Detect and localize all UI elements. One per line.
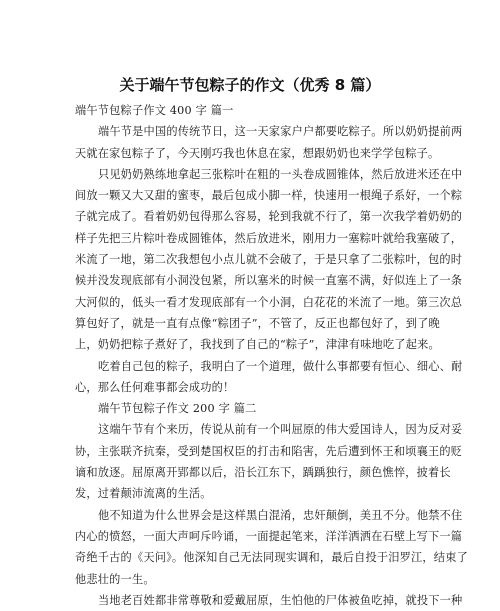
text-line: 这端午节有个来历，传说从前有一个叫屈原的伟大爱国诗人，因为反对妥 — [98, 423, 463, 437]
text-line: 候并没发现底部有小洞没包紧，所以塞米的时候一直塞不满，好似连上了一条 — [75, 274, 463, 288]
text-line: 上，奶奶把粽子煮好了，我找到了自己的“粽子”，津津有味地吃了起来。 — [75, 338, 440, 352]
text-line: 他悲壮的一生。 — [75, 572, 155, 586]
text-line: 算包好了，就是一直有点像“粽团子”，不管了，反正也都包好了，到了晚 — [75, 316, 440, 330]
text-line: 端午节包粽子作文 200 字 篇二 — [98, 402, 257, 416]
text-line: 大河似的，低头一看才发现底部有一个小洞，白花花的米流了一地。第三次总 — [75, 295, 463, 309]
text-line: 内心的愤怒，一面大声呵斥吟诵，一面提起笔来，洋洋洒洒在石壁上写下一篇 — [75, 529, 463, 543]
document-body — [75, 100, 468, 611]
text-line: 子就完成了。看着奶奶包得那么容易，轮到我就不行了，第一次我学着奶奶的 — [75, 210, 463, 224]
text-line: 端午节包粽子作文 400 字 篇一 — [75, 104, 234, 117]
text-line: 奇绝千古的《天问》。他深知自己无法同现实调和，最后自投于汨罗江，结束了 — [75, 551, 468, 565]
text-line: 当地老百姓都非常尊敬和爱戴屈原，生怕他的尸体被鱼吃掉，就投下一种 — [98, 593, 463, 607]
text-line: 协，主张联齐抗秦，受到楚国权臣的打击和陷害，先后遭到怀王和顷襄王的贬 — [75, 444, 463, 458]
text-line: 吃着自己包的粽子，我明白了一个道理，做什么事都要有恒心、细心、耐 — [98, 359, 463, 373]
text-line: 样子先把三片粽叶卷成圆锥体，然后放进米，刚用力一塞粽叶就给我塞破了， — [75, 231, 463, 245]
text-line: 端午节是中国的传统节日，这一天家家户户都要吃粽子。所以奶奶提前两 — [98, 125, 463, 139]
text-line: 天就在家包粽子了，今天刚巧我也休息在家，想跟奶奶也来学学包粽子。 — [75, 146, 440, 160]
text-line: 只见奶奶熟练地拿起三张粽叶在粗的一头卷成圆锥体，然后放进米还在中 — [98, 167, 463, 181]
text-line: 谪和放逐。屈原离开郢都以后，沿长江东下，踽踽独行，颜色憔悴，披着长 — [75, 466, 451, 480]
text-line: 心，那么任何难事都会成功的！ — [75, 380, 235, 394]
text-line: 间放一颗又大又甜的蜜枣，最后包成小脚一样，快速用一根绳子系好，一个粽 — [75, 189, 463, 203]
document-title: 关于端午节包粽子的作文（优秀 8 篇） — [119, 76, 381, 94]
text-line: 发，过着颠沛流离的生活。 — [75, 487, 212, 501]
text-line: 他不知道为什么世界会是这样黑白混淆，忠奸颠倒，美丑不分。他禁不住 — [98, 508, 463, 522]
text-line: 米流了一地，第二次我想包小点儿就不会破了，于是只拿了二张粽叶，包的时 — [75, 253, 463, 267]
